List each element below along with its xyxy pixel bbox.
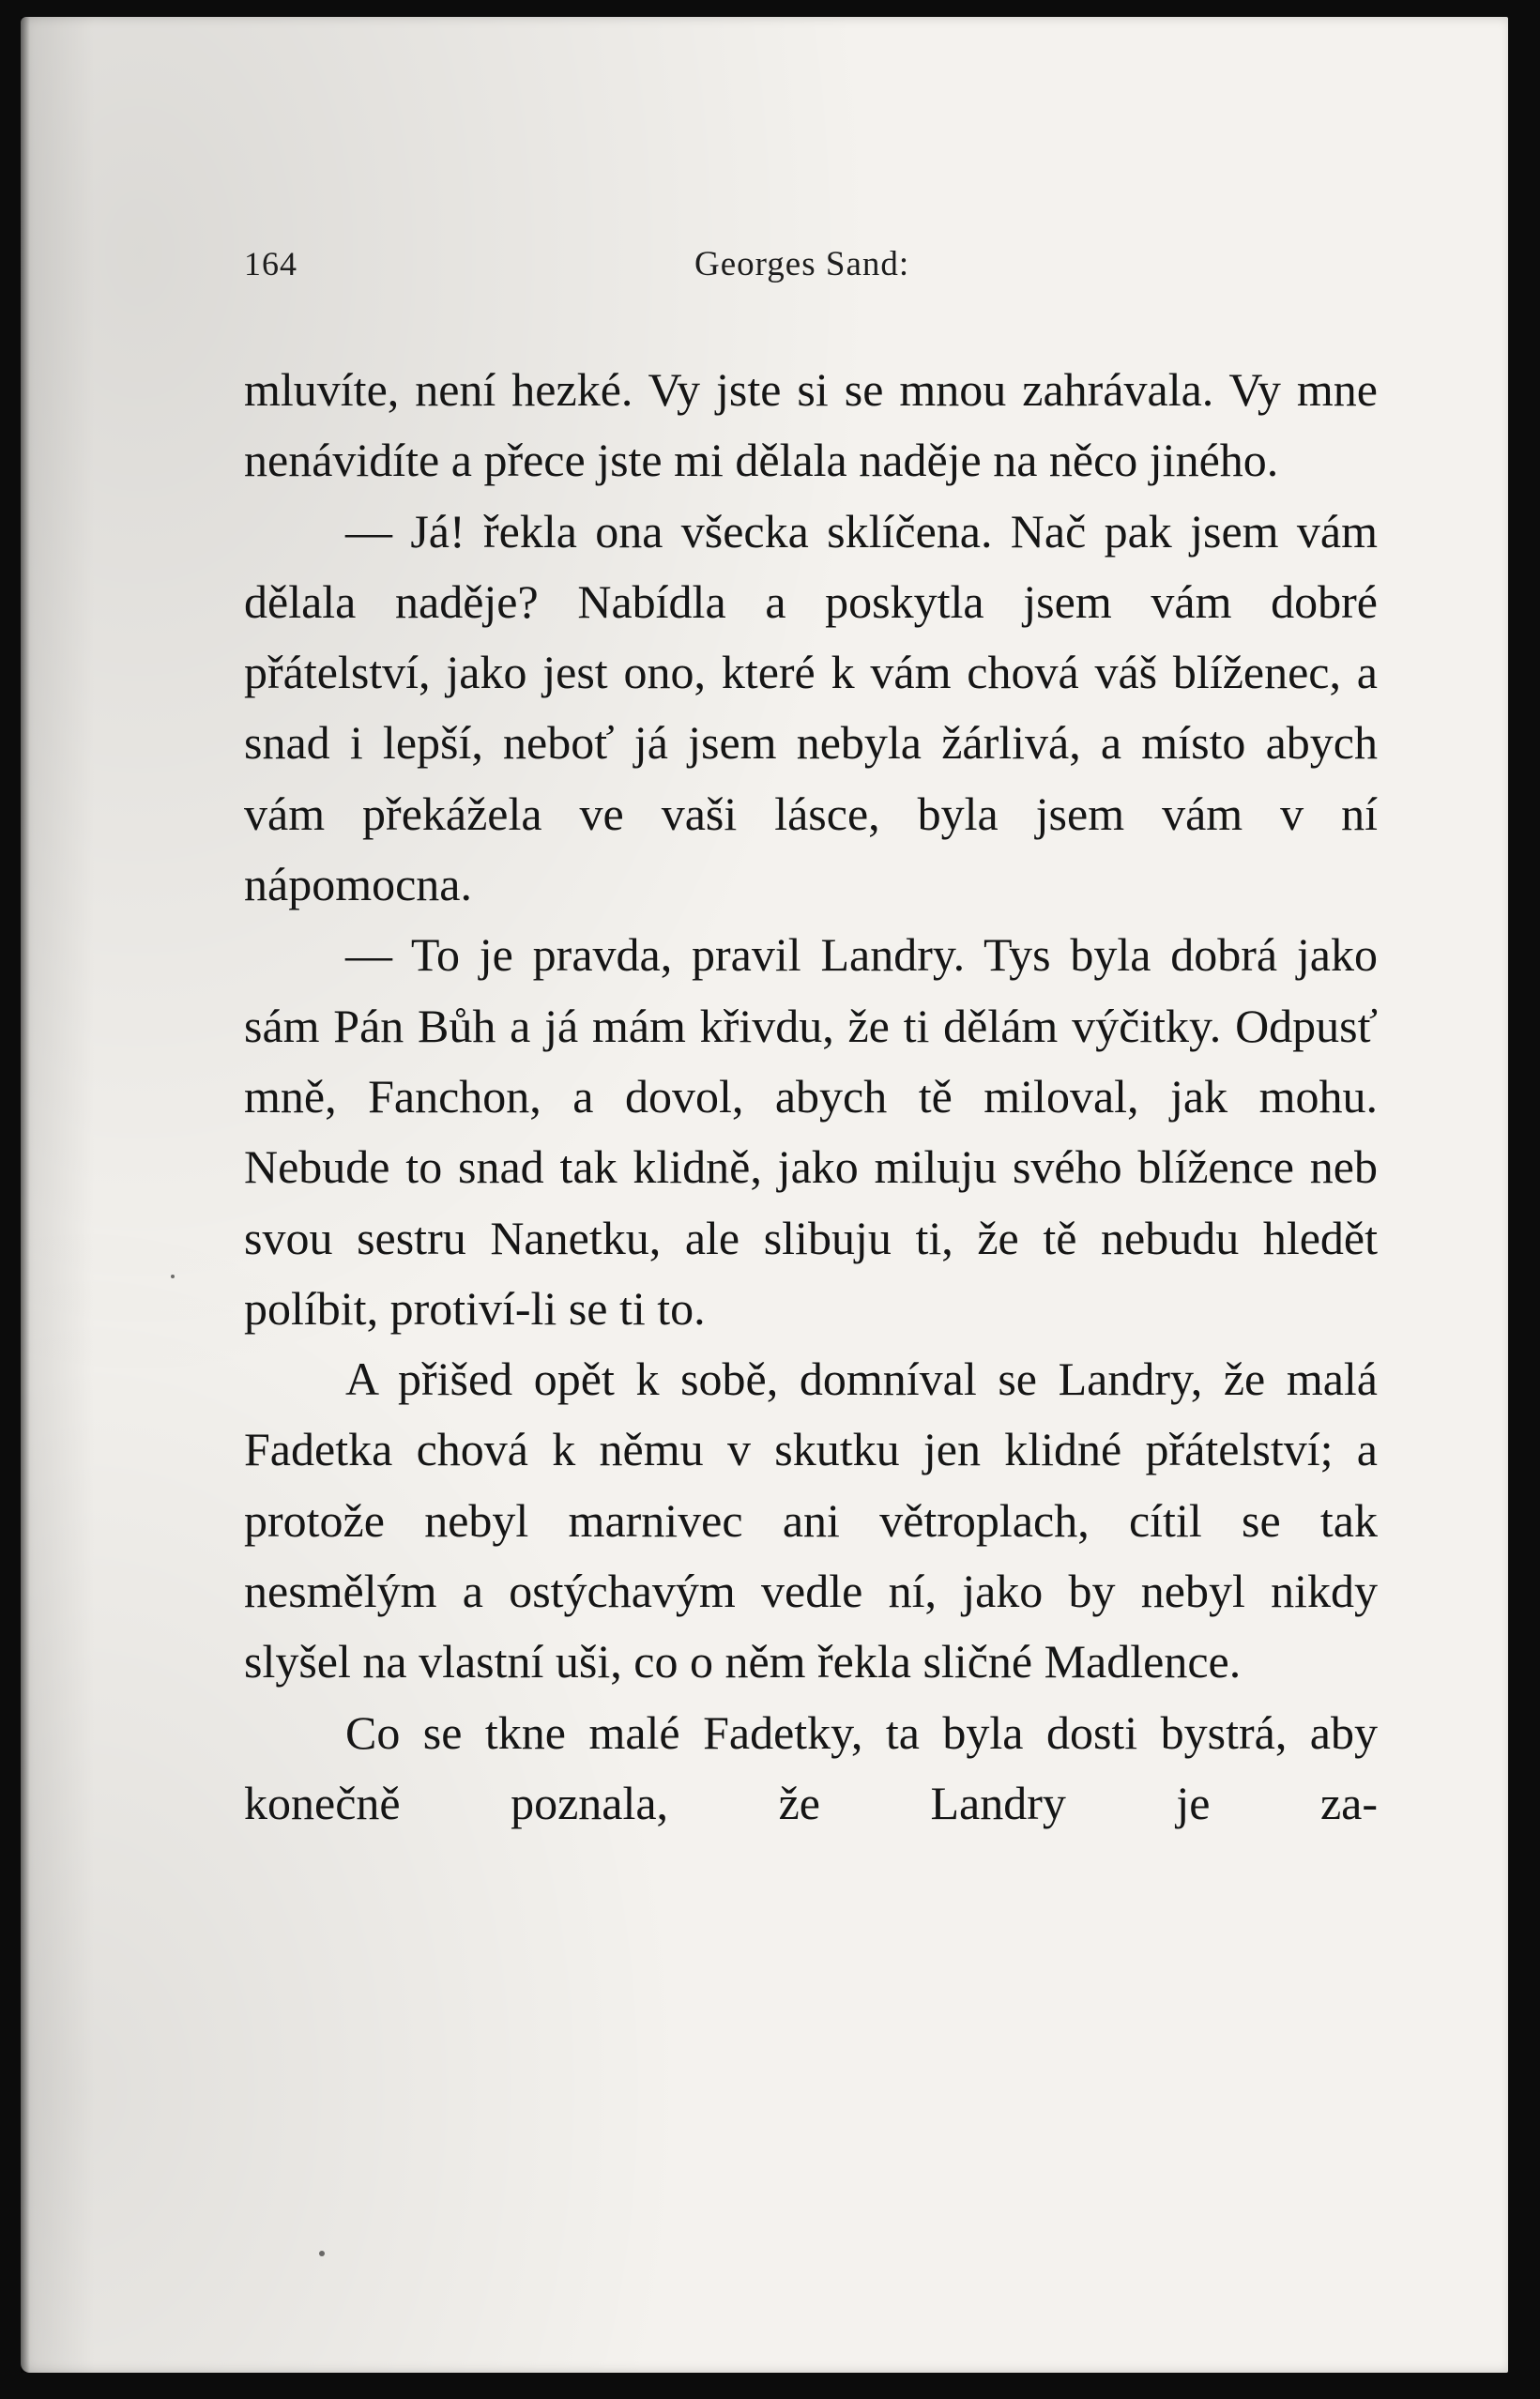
paper-speck <box>319 2251 325 2256</box>
body-text <box>244 355 1378 1839</box>
paragraph-5: Co se tkne malé Fadetky, ta byla dosti bystrá, aby konečně poznala, že Landry je za- <box>244 1705 1378 1829</box>
paragraph-1: mluvíte, není hezké. Vy jste si se mnou zahrávala. Vy mne nenávidíte a přece jste mi dělala naděje na něco jiného. <box>244 363 1378 487</box>
paragraph-2: — Já! řekla ona všecka sklíčena. Nač pak jsem vám dělala naděje? Nabídla a poskytla jsem vám dobré přátelství, jako jest ono, které k vám chová váš blíženec, a snad i lepší, neboť já jsem nebyla žárlivá, a místo abych vám překážela ve vaši lásce, byla jsem vám v ní nápomocna. <box>244 504 1378 911</box>
page-gutter-shadow <box>21 17 30 2373</box>
paragraph-4: A přišed opět k sobě, domníval se Landry, že malá Fadetka chová k němu v skutku jen klidné přátelství; a protože nebyl marnivec ani větroplach, cítil se tak nesmělým a ostýchavým vedle ní, jako by nebyl nikdy slyšel na vlastní uši, co o něm řekla sličné Madlence. <box>244 1352 1378 1688</box>
paragraph-3: — To je pravda, pravil Landry. Tys byla dobrá jako sám Pán Bůh a já mám křivdu, že ti dělám výčitky. Odpusť mně, Fanchon, a dovol, abych tě miloval, jak mohu. Nebude to snad tak klidně, jako miluju svého blížence neb svou sestru Nanetku, ale slibuju ti, že tě nebudu hledět políbit, protiví-li se ti to. <box>244 928 1378 1335</box>
paper-speck <box>171 1275 175 1278</box>
running-head <box>244 244 976 291</box>
book-page <box>21 17 1508 2373</box>
running-head-title: Georges Sand: <box>694 245 910 283</box>
page-number: 164 <box>244 245 297 283</box>
